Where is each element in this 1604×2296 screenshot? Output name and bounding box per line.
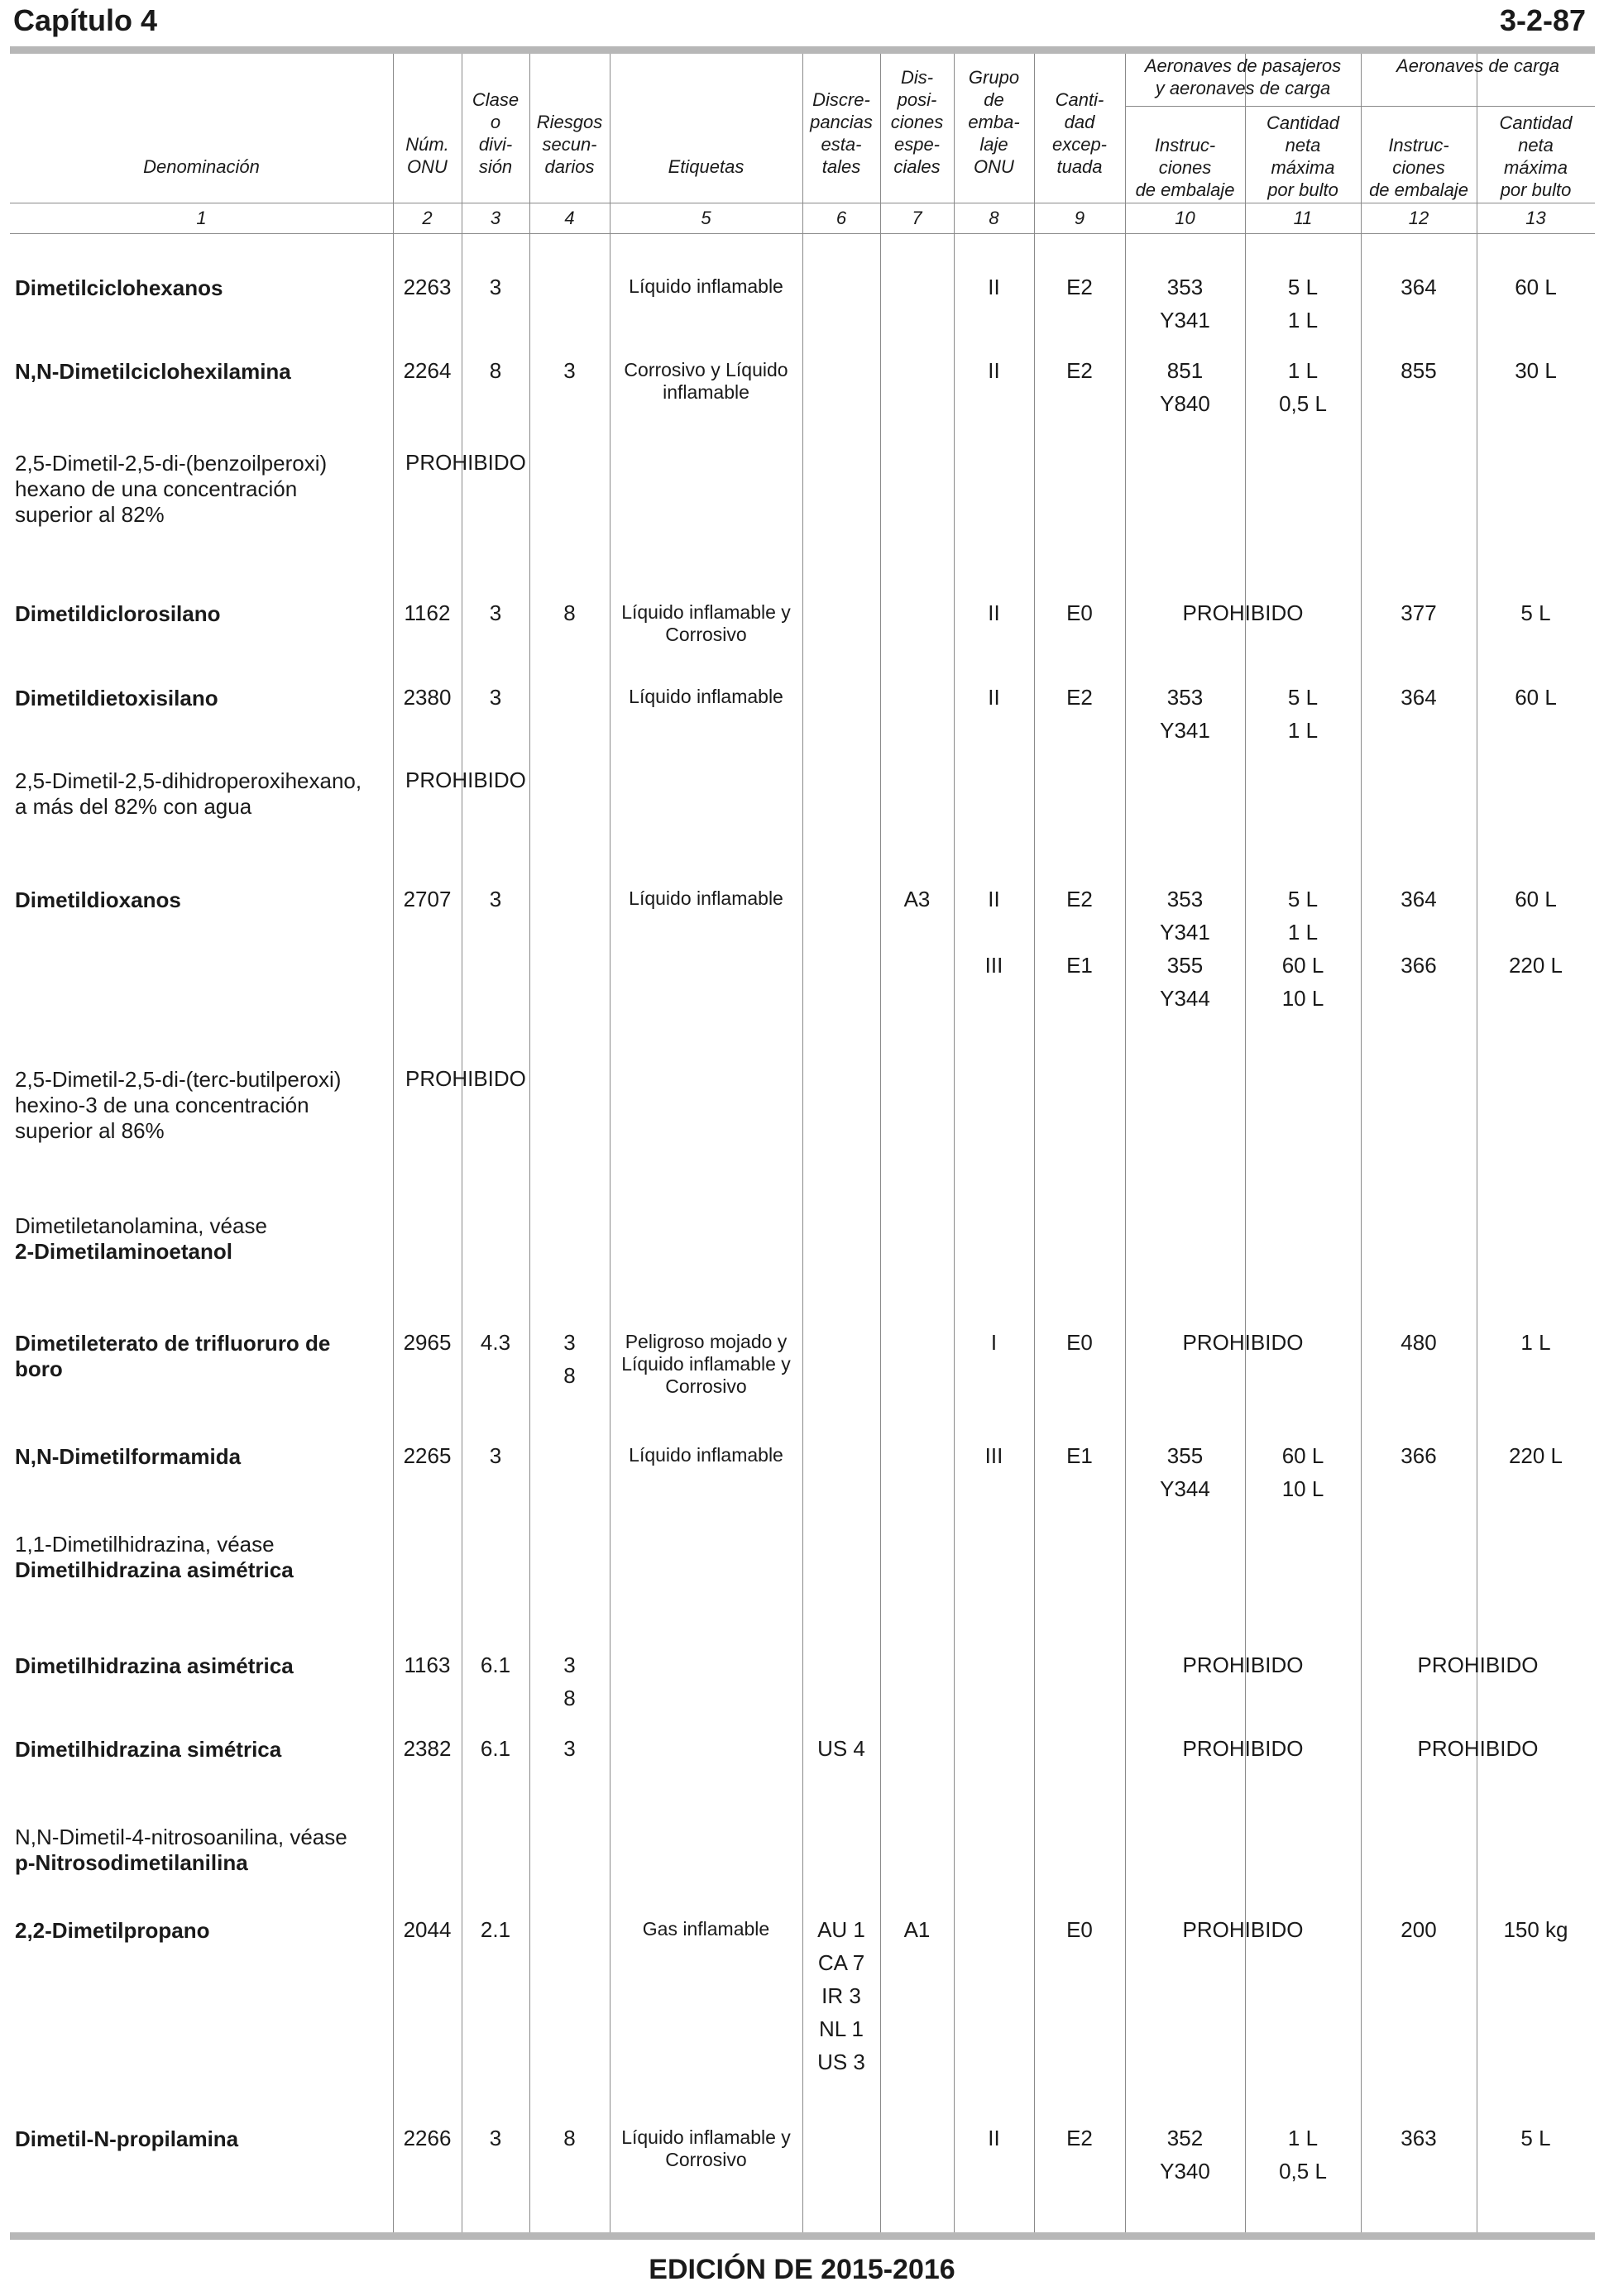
cell-cpi: 366 [1401, 1443, 1437, 1468]
cell-eq: E2 [1066, 275, 1093, 299]
cell-cqty: 150 kg [1503, 1917, 1568, 1942]
column-divider [880, 54, 881, 2232]
entry-name: Dimetiletanolamina, véase [15, 1213, 267, 1238]
cell-eq: E2 [1066, 358, 1093, 383]
cell-pi: 353 Y341 [1160, 685, 1210, 743]
cell-cpi: 377 [1401, 600, 1437, 625]
column-number: 7 [912, 208, 922, 228]
see-reference: Dimetilhidrazina asimétrica [15, 1557, 294, 1582]
entry-name: Dimetildiclorosilano [15, 601, 221, 626]
cell-cpi: 364 [1401, 275, 1437, 299]
passenger-forbidden: PROHIBIDO [1182, 600, 1304, 625]
column-header-13: Cantidad neta máxima por bulto [1499, 112, 1573, 200]
cell-pi: 355 Y344 [1160, 1443, 1210, 1501]
see-reference: 2-Dimetilaminoetanol [15, 1239, 232, 1264]
cell-label: Gas inflamable [642, 1918, 770, 1940]
cell-cqty: 220 L [1508, 1443, 1563, 1468]
entry-name: Dimetil-N-propilamina [15, 2126, 239, 2151]
cell-cpi: 364 366 [1401, 887, 1437, 978]
cell-cls: 6.1 [480, 1653, 511, 1677]
cell-pi: 353 Y341 355 Y344 [1160, 887, 1210, 1011]
column-header-3: Clase o divi- sión [472, 89, 520, 177]
entry-name: N,N-Dimetilformamida [15, 1444, 242, 1469]
entry-name: Dimetilciclohexanos [15, 275, 223, 300]
entry-name: Dimetildietoxisilano [15, 686, 218, 710]
cell-cqty: 60 L [1515, 275, 1557, 299]
column-number: 1 [196, 208, 207, 228]
cell-un: 2380 [403, 685, 452, 710]
cell-pg: II III [984, 887, 1003, 978]
cell-sp: A3 [903, 887, 931, 911]
entry-name: N,N-Dimetilciclohexilamina [15, 359, 291, 384]
cell-qty: 5 L 1 L [1287, 275, 1319, 332]
cell-un: 1162 [404, 600, 451, 625]
cell-cls: 2.1 [480, 1917, 511, 1942]
cell-cqty: 60 L 220 L [1508, 887, 1563, 978]
cell-un: 2382 [403, 1736, 452, 1761]
cell-cqty: 30 L [1515, 358, 1557, 383]
column-number: 12 [1408, 208, 1429, 228]
cell-un: 2707 [403, 887, 452, 911]
column-number: 9 [1074, 208, 1085, 228]
cell-eq: E2 [1066, 2126, 1093, 2150]
cell-un: 2965 [403, 1330, 452, 1355]
cell-label: Líquido inflamable y Corrosivo [621, 601, 791, 645]
entry-name: Dimetilhidrazina asimétrica [15, 1653, 294, 1678]
cell-pg: I [990, 1330, 998, 1355]
column-number: 5 [701, 208, 711, 228]
cell-sec: 3 8 [563, 1330, 576, 1388]
cell-label: Líquido inflamable [629, 1444, 783, 1466]
column-number: 13 [1525, 208, 1546, 228]
cargo-forbidden: PROHIBIDO [1417, 1653, 1539, 1677]
forbidden-note: PROHIBIDO [405, 1066, 526, 1091]
header-divider [10, 233, 1595, 234]
column-number: 3 [490, 208, 501, 228]
edition-footer: EDICIÓN DE 2015-2016 [649, 2254, 955, 2285]
column-header-6: Discre- pancias esta- tales [810, 89, 873, 177]
cell-var: US 4 [817, 1736, 865, 1761]
entry-name: 1,1-Dimetilhidrazina, véase [15, 1532, 275, 1557]
cell-sec: 3 [563, 358, 576, 383]
column-number: 11 [1293, 208, 1313, 228]
column-number: 4 [564, 208, 575, 228]
column-header-5: Etiquetas [668, 156, 745, 177]
cell-cpi: 200 [1401, 1917, 1437, 1942]
column-header-9: Canti- dad excep- tuada [1051, 89, 1108, 177]
cell-label: Peligroso mojado y Líquido inflamable y Corrosivo [621, 1331, 791, 1397]
passenger-forbidden: PROHIBIDO [1182, 1653, 1304, 1677]
cell-cqty: 5 L [1520, 2126, 1551, 2150]
column-number: 8 [989, 208, 999, 228]
chapter-title: Capítulo 4 [13, 3, 158, 37]
column-header-1: Denominación [143, 156, 260, 177]
cell-qty: 60 L 10 L [1281, 1443, 1324, 1501]
passenger-forbidden: PROHIBIDO [1182, 1917, 1304, 1942]
bottom-rule [10, 2232, 1595, 2240]
entry-name: 2,5-Dimetil-2,5-di-(terc-butilperoxi) hexino-3 de una concentración superior al 86% [15, 1067, 342, 1143]
cell-un: 2264 [403, 358, 452, 383]
cell-pg: II [988, 358, 1000, 383]
cell-pi: 352 Y340 [1160, 2126, 1210, 2184]
column-header-11: Cantidad neta máxima por bulto [1266, 112, 1340, 200]
cell-sec: 8 [563, 600, 576, 625]
cell-label: Líquido inflamable [629, 686, 783, 707]
cell-pg: II [988, 600, 1000, 625]
entry-name: Dimetileterato de trifluoruro de boro [15, 1331, 331, 1381]
cell-cls: 3 [489, 275, 502, 299]
cell-cls: 3 [489, 600, 502, 625]
cell-eq: E2 [1066, 685, 1093, 710]
cell-pi: 851 Y840 [1160, 358, 1210, 416]
cell-qty: 5 L 1 L 60 L 10 L [1281, 887, 1324, 1011]
cell-label: Líquido inflamable [629, 887, 783, 909]
cell-cqty: 60 L [1515, 685, 1557, 710]
passenger-forbidden: PROHIBIDO [1182, 1736, 1304, 1761]
cell-cls: 3 [489, 685, 502, 710]
cell-cls: 4.3 [480, 1330, 511, 1355]
cell-var: AU 1 CA 7 IR 3 NL 1 US 3 [817, 1917, 865, 2074]
cell-eq: E0 [1066, 1917, 1093, 1942]
cell-pg: II [988, 2126, 1000, 2150]
entry-name: Dimetilhidrazina simétrica [15, 1737, 282, 1762]
cell-label: Líquido inflamable y Corrosivo [621, 2126, 791, 2170]
cell-pg: II [988, 685, 1000, 710]
page-header [10, 0, 1594, 48]
cell-cls: 3 [489, 887, 502, 911]
entry-name: 2,5-Dimetil-2,5-di-(benzoilperoxi) hexano de una concentración superior al 82% [15, 451, 328, 527]
cell-sp: A1 [903, 1917, 931, 1942]
column-header-7: Dis- posi- ciones espe- ciales [890, 67, 944, 177]
column-header-4: Riesgos secun- darios [536, 112, 603, 177]
cell-eq: E2 E1 [1066, 887, 1093, 978]
entry-name: 2,5-Dimetil-2,5-dihidroperoxihexano, a más del 82% con agua [15, 768, 362, 819]
cargo-forbidden: PROHIBIDO [1417, 1736, 1539, 1761]
column-number: 6 [836, 208, 847, 228]
cell-un: 2265 [403, 1443, 452, 1468]
cell-label: Corrosivo y Líquido inflamable [624, 359, 788, 403]
cell-eq: E1 [1066, 1443, 1093, 1468]
entry-name: N,N-Dimetil-4-nitrosoanilina, véase [15, 1825, 347, 1849]
cell-pg: III [984, 1443, 1003, 1468]
cell-qty: 5 L 1 L [1287, 685, 1319, 743]
cell-eq: E0 [1066, 600, 1093, 625]
cell-pg: II [988, 275, 1000, 299]
cell-cpi: 364 [1401, 685, 1437, 710]
cell-cqty: 5 L [1520, 600, 1551, 625]
cell-cpi: 363 [1401, 2126, 1437, 2150]
cell-un: 2266 [403, 2126, 452, 2150]
cell-pi: 353 Y341 [1160, 275, 1210, 332]
cell-cpi: 855 [1401, 358, 1437, 383]
group-header-passenger: Aeronaves de pasajeros y aeronaves de carga [1144, 55, 1342, 98]
cell-sec: 3 8 [563, 1653, 576, 1710]
cell-label: Líquido inflamable [629, 275, 783, 297]
cell-un: 2044 [403, 1917, 452, 1942]
cell-eq: E0 [1066, 1330, 1093, 1355]
forbidden-note: PROHIBIDO [405, 450, 526, 475]
cell-un: 2263 [403, 275, 452, 299]
passenger-forbidden: PROHIBIDO [1182, 1330, 1304, 1355]
cell-cls: 8 [489, 358, 502, 383]
entry-name: 2,2-Dimetilpropano [15, 1918, 210, 1943]
column-number: 2 [422, 208, 433, 228]
column-number: 10 [1175, 208, 1195, 228]
cell-qty: 1 L 0,5 L [1279, 358, 1327, 416]
column-header-8: Grupo de emba- laje ONU [968, 67, 1020, 177]
group-divider [1125, 106, 1595, 107]
top-rule [10, 46, 1595, 54]
column-divider [802, 54, 803, 2232]
page-number: 3-2-87 [1499, 3, 1586, 37]
group-header-cargo: Aeronaves de carga [1396, 55, 1559, 76]
cell-cpi: 480 [1401, 1330, 1437, 1355]
cell-cls: 3 [489, 1443, 502, 1468]
cell-cls: 3 [489, 2126, 502, 2150]
entry-name: Dimetildioxanos [15, 887, 181, 912]
cell-cls: 6.1 [480, 1736, 511, 1761]
cell-sec: 8 [563, 2126, 576, 2150]
column-header-10: Instruc- ciones de embalaje [1135, 135, 1235, 200]
cell-sec: 3 [563, 1736, 576, 1761]
see-reference: p-Nitrosodimetilanilina [15, 1850, 248, 1875]
forbidden-note: PROHIBIDO [405, 768, 526, 792]
cell-cqty: 1 L [1520, 1330, 1551, 1355]
column-header-2: Núm. ONU [405, 134, 449, 177]
cell-un: 1163 [404, 1653, 451, 1677]
column-header-12: Instruc- ciones de embalaje [1369, 135, 1468, 200]
cell-qty: 1 L 0,5 L [1279, 2126, 1327, 2184]
